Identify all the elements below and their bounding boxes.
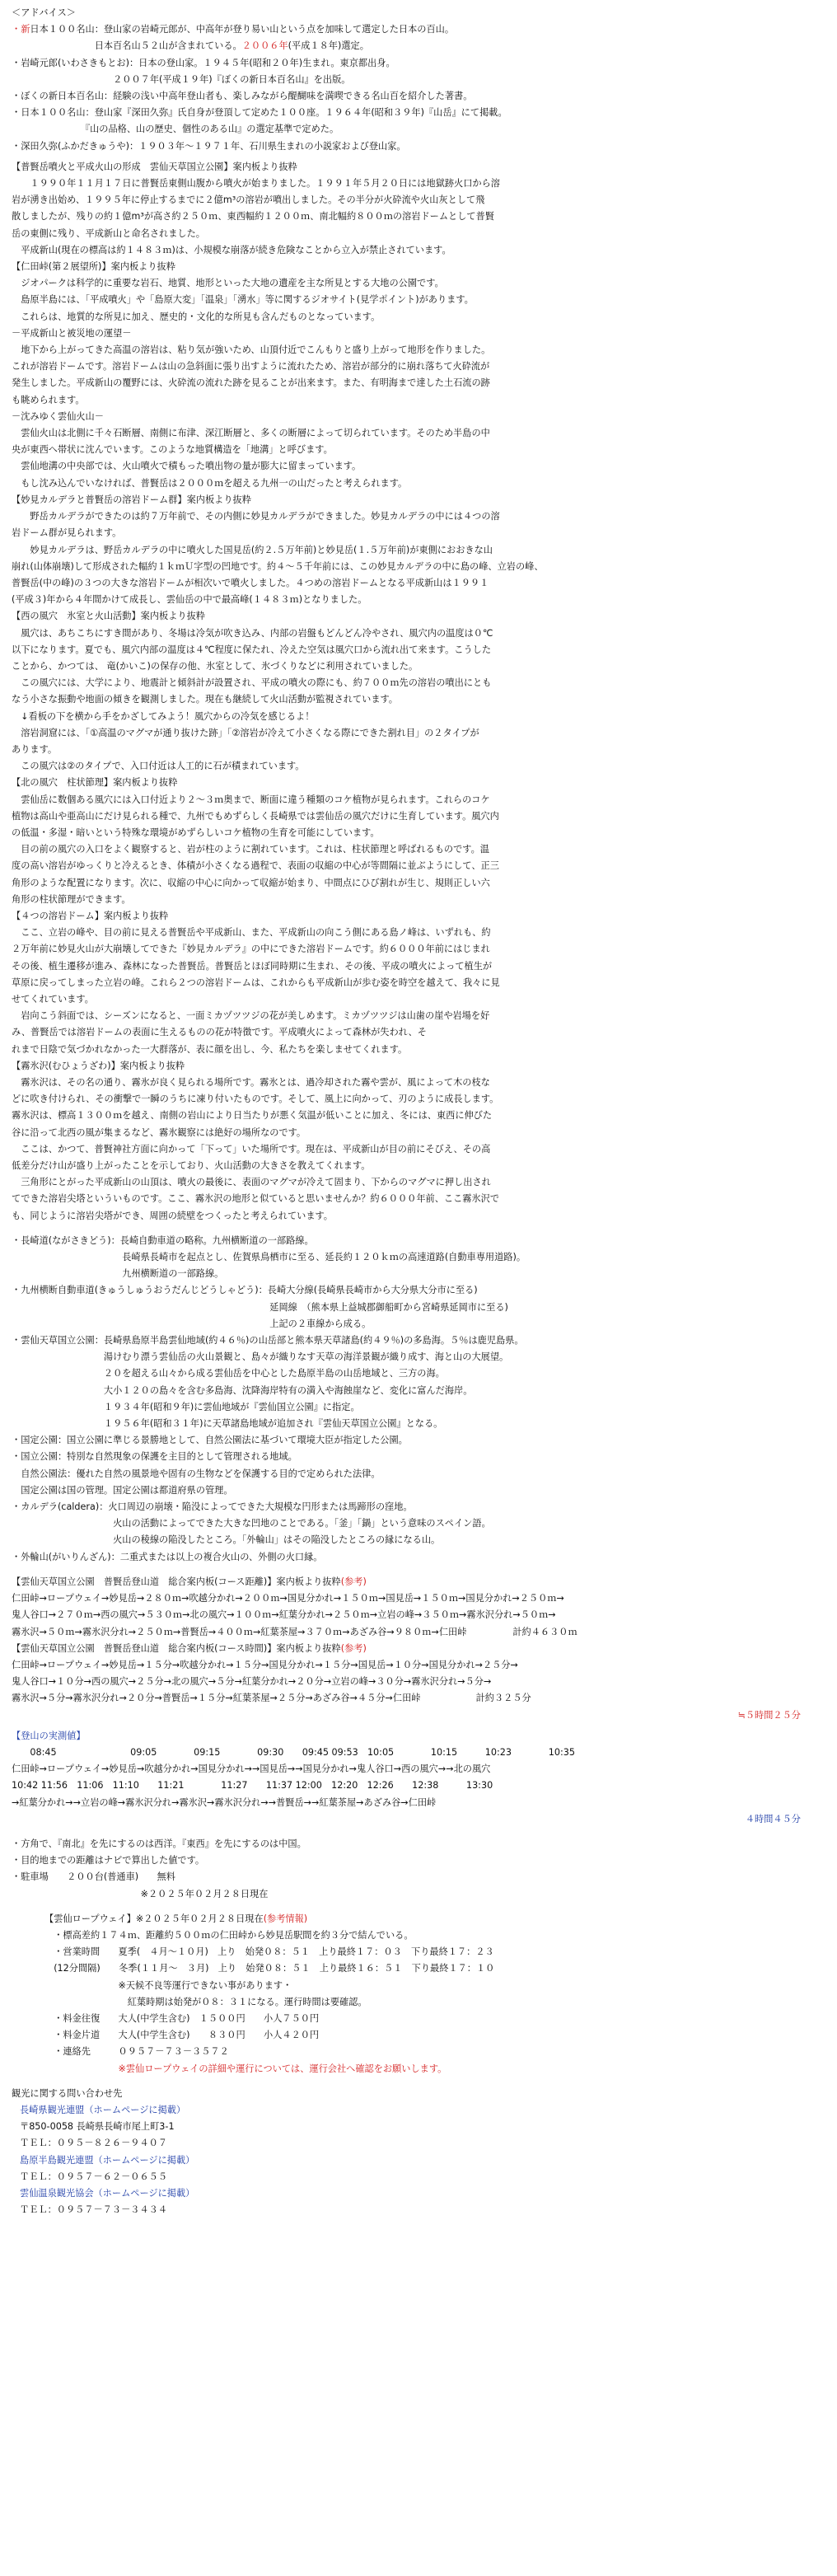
course-time-title: 【雲仙天草国立公園 普賢岳登山道 総合案内板(コース時間)】案内板より抜粋 [12, 1642, 341, 1654]
section-line: 雲仙岳に数個ある風穴には入口付近より２～３ｍ奥まで、断面に違う種類のコケ植物が見られます。これらのコケ [12, 794, 490, 805]
contact-line: ＴＥＬ：０９５７－７３－３４３４ [20, 2204, 168, 2216]
glossary-line: 長崎県長崎市を起点とし、佐賀県鳥栖市に至る、延長約１２０ｋｍの高速道路(自動車専用道路)。 [12, 1252, 526, 1263]
section-line: の低温・多湿・暗いという特殊な環境がめずらしいコケ植物の生育を可能にしています。 [12, 827, 380, 838]
intro-line: ・日本１００名山：登山家『深田久弥』氏自身が登頂して定めた１００座。１９６４年(昭和３９年)『山岳』にて掲載。 [12, 107, 507, 119]
section-line: 三角形にとがった平成新山の山頂は、噴火の最後に、表面のマグマが冷えて固まり、下からのマグマに押し出され [12, 1177, 491, 1188]
section-line: 霧氷沢は、その名の通り、霧氷が良く見られる場所です。霧氷とは、過冷却された霧や雲が、風によって木の枝な [12, 1077, 490, 1088]
ropeway-line: ・連絡先 ０９５７－７３－３５７２ [44, 2046, 229, 2058]
course-distance-block [12, 1574, 824, 1641]
section-line: 以下になります。夏でも、風穴内部の温度は４℃程度に保たれ、冷えた空気は風穴口から流れ出て来ます。こうした [12, 644, 492, 655]
section-line: どに吹き付けられ、その衝撃で一瞬のうちに凍り付いたものです。そして、風上に向かって、刃のように成長します。 [12, 1094, 499, 1105]
section-line: ここは、かつて、普賢神社方面に向かって「下って」いた場所です。現在は、平成新山が目の前にそびえ、その高 [12, 1143, 491, 1155]
section-line: －沈みゆく雲仙火山－ [12, 410, 104, 422]
section-line: この風穴は②のタイプで、入口付近は人工的に石が積まれています。 [12, 761, 305, 772]
contact-line: 雲仙温泉観光協会（ホームページに掲載） [20, 2188, 195, 2199]
section-line: 風穴は、あちこちにすき間があり、冬場は冷気が吹き込み、内部の岩盤もどんどん冷やされ、風穴内の温度は０℃ [12, 627, 493, 639]
course-distance-line: 霧氷沢→５０ｍ→霧氷沢分れ→２５０ｍ→普賢岳→４００ｍ→紅葉茶屋→３７０ｍ→あざみ谷→９８０ｍ→仁田峠 計約４６３０ｍ [12, 1626, 577, 1637]
ropeway-title: 【雲仙ロープウェイ】※２０２５年０２月２８日現在 [44, 1913, 264, 1924]
glossary-line: ・外輪山(がいりんざん)：二重式または以上の複合火山の、外側の火口縁。 [12, 1551, 323, 1562]
glossary-line: １９３４年(昭和９年)に雲仙地域が『雲仙国立公園』に指定。 [12, 1401, 360, 1412]
section-line: なう小さな振動や地面の傾きを観測しました。現在も継続して火山活動が監視されています。 [12, 694, 398, 705]
course-time-ref: (参考) [340, 1642, 367, 1654]
section-line: 岳の東側に残り、平成新山と命名されました。 [12, 227, 205, 239]
section-title: 【西の風穴 氷室と火山活動】案内板より抜粋 [12, 611, 205, 622]
glossary-list [12, 1233, 824, 1566]
actual-line: 08:45 09:05 09:15 09:30 09:45 09:53 10:05 10:15 10:23 10:35 [12, 1746, 575, 1758]
section-line: 散しましたが、残りの約１億m³が高さ約２５０ｍ、東西幅約１２００ｍ、南北幅約８００ｍの溶岩ドームとして普賢 [12, 211, 494, 222]
glossary-line: ・国立公園：特別な自然現象の保護を主目的として管理される地域。 [12, 1451, 297, 1463]
section-title: 【妙見カルデラと普賢岳の溶岩ドーム群】案内板より抜粋 [12, 494, 251, 505]
course-distance-line: 仁田峠→ロープウェイ→妙見岳→２８０ｍ→吹越分かれ→２００ｍ→国見分かれ→１５０ｍ→国見岳→１５０ｍ→国見分かれ→２５０ｍ→ [12, 1593, 564, 1604]
section-line: もし沈み込んでいなければ、普賢岳は２０００ｍを超える九州一の山だったと考えられます。 [12, 477, 408, 489]
contacts-block [12, 2086, 824, 2219]
contacts-title: 観光に関する問い合わせ先 [12, 2087, 123, 2099]
sign-section [12, 159, 824, 259]
section-line: 溶岩洞窟には、「①高温のマグマが通り抜けた跡」「②溶岩が冷えて小さくなる際にできた割れ目」の２タイプが [12, 727, 479, 738]
glossary-line: 湯けむり漂う雲仙岳の火山景観と、島々が織りなす天草の海洋景観が織り成す、海と山の大展望。 [12, 1351, 509, 1363]
section-line: 草原に戻ってしまった立岩の峰。これら２つの溶岩ドームは、これからも平成新山が歩む姿を時空を越えて、我々に見 [12, 977, 500, 988]
intro-line: ・深田久弥(ふかだきゅうや)：１９０３年～１９７１年、石川県生まれの小説家および登山家。 [12, 140, 406, 152]
glossary-line: 九州横断道の一部路線。 [12, 1268, 224, 1280]
section-line: 植物は高山や亜高山にだけ見られる種で、九州でもめずらしく長崎県では雲仙岳の風穴だけに生育しています。風穴内 [12, 810, 499, 822]
ropeway-line: ※天候不良等運行できない事があります・ [44, 1979, 292, 1991]
ropeway-line: ・料金片道 大人(中学生含む) ８３０円 小人４２０円 [44, 2030, 320, 2041]
section-line: (平成３)年から４年間かけて成長し、雲仙岳の中で最高峰(１４８３ｍ)となりました。 [12, 594, 367, 606]
contact-line: ＴＥＬ：０９５－８２６－９４０７ [20, 2138, 168, 2149]
glossary-line: ２０を超える山々から成る雲仙岳を中心とした島原半島の山岳地域と、三方の海。 [12, 1368, 445, 1379]
course-time-block [12, 1641, 824, 1724]
glossary-line: 大小１２０の島々を含む多島海、沈降海岸特有の満入や海蝕崖など、変化に富んだ海岸。 [12, 1384, 473, 1396]
advice-header: ＜アドバイス＞ [12, 7, 76, 18]
section-line: 岩が湧き出始め、１９９５年に停止するまでに２億m³の溶岩が噴出しました。その半分が火砕流や火山灰として飛 [12, 194, 485, 206]
tips-list [12, 1836, 824, 1903]
section-line: －平成新山と被災地の運望－ [12, 327, 132, 339]
glossary-line: １９５６年(昭和３１年)に天草諸島地域が追加され『雲仙天草国立公園』となる。 [12, 1418, 443, 1430]
ropeway-line: 紅葉時期は始発が０８：３１になる。運行時間は要確認。 [44, 1996, 367, 2007]
section-line: 岩ドーム群が見られます。 [12, 527, 122, 539]
intro-year-highlight: ２００６年 [241, 40, 288, 52]
section-line: 島原半島には、「平成噴火」や「島原大変」「温泉」「湧水」等に関するジオサイト(見学ポイント)があります。 [12, 294, 474, 306]
section-line: ↓看板の下を横から手をかざしてみよう！風穴からの冷気を感じるよ！ [12, 710, 315, 722]
sign-section [12, 608, 824, 775]
sign-section [12, 259, 824, 492]
actual-line: →紅葉分かれ→→立岩の峰→霧氷沢分れ→霧氷沢→霧氷沢分れ→→普賢岳→→紅葉茶屋→あざみ谷→仁田峠 [12, 1796, 437, 1808]
section-title: 【北の風穴 柱状節理】案内板より抜粋 [12, 777, 178, 789]
glossary-line: ・国定公園：国立公園に準じる景勝地として、自然公園法に基づいて環境大臣が指定した公園。 [12, 1435, 408, 1446]
contact-line: 島原半島観光連盟（ホームページに掲載） [20, 2154, 195, 2166]
contact-line: ＴＥＬ：０９５７－６２－０６５５ [20, 2171, 168, 2182]
ropeway-block [12, 1911, 824, 2077]
section-line: １９９０年１１月１７日に普賢岳東側山腹から噴火が始まりました。１９９１年５月２０日には地獄跡火口から溶 [12, 178, 500, 190]
section-line: 雲仙地溝の中央部では、火山噴火で積もった噴出物の量が膨大に留まっています。 [12, 461, 362, 472]
section-line: 谷に沿って北西の風が集まるなど、霧氷観察には絶好の場所なのです。 [12, 1126, 306, 1138]
sign-section [12, 908, 824, 1058]
glossary-line: 上記の２車線から成る。 [12, 1318, 372, 1329]
section-line: その後、植生遷移が進み、森林になった普賢岳。普賢岳とほぼ同時期に生まれ、その後、平成の噴火によって植生が [12, 960, 493, 972]
intro-line: ２００７年(平成１９年)『ぼくの新日本百名山』を出版。 [12, 73, 351, 85]
section-line: 平成新山(現在の標高は約１４８３ｍ)は、小規模な崩落が続き危険なことから立入が禁止されています。 [12, 244, 451, 255]
section-line: 雲仙火山は北側に千々石断層、南側に布津、深江断層と、多くの断層によって切られています。そのため半島の中 [12, 428, 490, 439]
course-time-line: 鬼人谷口→１０分→西の風穴→２５分→北の風穴→５分→紅葉分かれ→２０分→立岩の峰→３０分→霧氷沢分れ→５分→ [12, 1676, 492, 1688]
section-line: 崩れ(山体崩壊)して形成された幅約１ｋｍＵ字型の凹地です。約４～５千年前には、この妙見カルデラの中に島の峰、立岩の峰、 [12, 560, 544, 572]
glossary-line: 火山の稜線の陥没したところ。「外輪山」はその陥没したところの縁になる山。 [12, 1534, 441, 1546]
glossary-line: 国定公園は国の管理。国定公園は都道府県の管理。 [12, 1484, 233, 1496]
ropeway-line: ・料金往復 大人(中学生含む) １５００円 小人７５０円 [44, 2012, 320, 2024]
intro-line: ・岩崎元郎(いわさきもとお)：日本の登山家。１９４５年(昭和２０年)生まれ。東京都出身。 [12, 57, 395, 68]
tip-line: ・方角で、『南北』を先にするのは西洋。『東西』を先にするのは中国。 [12, 1838, 306, 1849]
section-line: これが溶岩ドームです。溶岩ドームは山の急斜面に張り出すように流れたため、溶岩が部分的に崩れ落ちて火砕流が [12, 361, 490, 372]
course-distance-title: 【雲仙天草国立公園 普賢岳登山道 総合案内板(コース距離)】案内板より抜粋 [12, 1576, 341, 1587]
section-line: れまで日陰で気づかれなかった一大群落が、表に顔を出し、今、私たちを楽しませてくれます。 [12, 1043, 408, 1055]
ropeway-line: (12分間隔) 冬季(１１月～ ３月) 上り 始発０８：５１ 上り最終１６：５１ 下り最終１７：１０ [44, 1963, 495, 1974]
actual-line: 仁田峠→ロープウェイ→妙見岳→吹越分かれ→国見分かれ→→国見岳→→国見分かれ→鬼人谷口→西の風穴→→北の風穴 [12, 1763, 491, 1775]
section-line: せてくれています。 [12, 993, 94, 1005]
glossary-line: ・九州横断自動車道(きゅうしゅうおうだんじどうしゃどう)：長崎大分線(長崎県長崎市から大分県大分市に至る) [12, 1285, 478, 1296]
tip-line: ・目的地までの距離はナビで算出した値です。 [12, 1855, 205, 1866]
section-line: 発生しました。平成新山の覆野には、火砕流の流れた跡を見ることが出来ます。また、有明海まで達した土石流の跡 [12, 377, 490, 389]
section-line: てできた溶岩尖塔といういものです。ここ、霧氷沢の地形と似ていると思いませんか？約６０００年前、ここ霧氷沢で [12, 1193, 500, 1205]
section-line: あります。 [12, 743, 58, 755]
section-line: 度の高い溶岩がゆっくりと冷えるとき、体積が小さくなる過程で、表面の収縮の中心が等間隔に並ぶようにして、正三 [12, 860, 499, 872]
glossary-line: 自然公園法：優れた自然の風景地や固有の生物などを保護する目的で定められた法律。 [12, 1468, 381, 1479]
section-line: ここ、立岩の峰や、目の前に見える普賢岳や平成新山、また、平成新山の向こう側にある島ノ峰は、いずれも、約 [12, 927, 491, 939]
section-line: ジオパークは科学的に重要な岩石、地質、地形といった大地の遺産を主な所見とする大地の公園です。 [12, 278, 444, 289]
sign-section [12, 492, 824, 608]
section-line: 霧氷沢は、標高１３００ｍを越え、南側の岩山により日当たりが悪く気温が低いことに加え、冬には、東西に伸びた [12, 1110, 493, 1122]
sign-section [12, 1058, 824, 1225]
section-line: ことから、かつては、 竜(かいこ)の保存の他、氷室として、氷づくりなどに利用されていました。 [12, 660, 418, 672]
intro-line: ・ぼくの新日本百名山：経験の浅い中高年登山者も、楽しみながら醍醐味を満喫できる名山百を紹介した著書。 [12, 91, 473, 102]
section-title: 【仁田峠(第２展望所)】案内板より抜粋 [12, 261, 175, 273]
sign-excerpts [12, 159, 824, 1225]
tip-line: ※２０２５年０２月２８日現在 [12, 1888, 269, 1899]
section-line: ２万年前に妙見火山が大崩壊してできた『妙見カルデラ』の中にできた溶岩ドームです。約６０００年前にはじまれ [12, 944, 490, 955]
actual-title: 【登山の実測値】 [12, 1730, 86, 1741]
actual-line: 10:42 11:56 11:06 11:10 11:21 11:27 11:37 12:00 12:20 12:26 12:38 13:30 [12, 1780, 493, 1791]
section-line: も眺められます。 [12, 394, 85, 405]
section-line: 野岳カルデラができたのは約７万年前で、その内側に妙見カルデラができました。妙見カルデラの中には４つの溶 [12, 511, 500, 522]
section-line: 地下から上がってきた高温の溶岩は、粘り気が強いため、山頂付近でこんもりと盛り上がって地形を作りました。 [12, 344, 491, 356]
sign-section [12, 775, 824, 908]
intro-line: 『山の品格、山の歴史、個性のある山』の選定基準で定めた。 [12, 124, 339, 135]
ropeway-ref: (参考情報) [263, 1913, 308, 1924]
tip-line: ・駐車場 ２００台(普通車) 無料 [12, 1871, 175, 1883]
ropeway-line: ・標高差約１７４ｍ、距離約５００ｍの仁田峠から妙見岳駅間を約３分で結んでいる。 [44, 1929, 414, 1941]
section-line: 妙見カルデラは、野岳カルデラの中に噴火した国見岳(約２.５万年前)と妙見岳(１.５万年前)が東側におおきな山 [12, 544, 493, 555]
ropeway-line: ・営業時間 夏季( ４月～１０月) 上り 始発０８：５１ 上り最終１７：０３ 下り最終１７：２３ [44, 1946, 494, 1958]
section-line: 央が東西へ帯状に沈んでいます。このような地質構造を「地溝」と呼びます。 [12, 444, 333, 456]
course-distance-ref: (参考) [340, 1576, 367, 1587]
course-distance-line: 鬼人谷口→２７０ｍ→西の風穴→５３０ｍ→北の風穴→１００ｍ→紅葉分かれ→２５０ｍ→立岩の峰→３５０ｍ→霧氷沢分れ→５０ｍ→ [12, 1609, 556, 1621]
course-time-line: 霧氷沢→５分→霧氷沢分れ→２０分→普賢岳→１５分→紅葉茶屋→２５分→あざみ谷→４５分→仁田峠 計約３２５分 [12, 1693, 531, 1704]
section-line: これらは、地質的な所見に加え、歴史的・文化的な所見も含んだものとなっています。 [12, 311, 381, 322]
glossary-line: 延岡線 （熊本県上益城郡御船町から宮崎県延岡市に至る) [12, 1301, 508, 1313]
ropeway-note: ※雲仙ロープウェイの詳細や運行については、運行会社へ確認をお願いします。 [44, 2063, 447, 2074]
contact-line: 〒850-0058 長崎県長崎市尾上町3-1 [20, 2121, 175, 2133]
section-line: 角形のような配置になります。次に、収縮の中心に向かって収縮が始まり、中間点にひび割れが生じ、規則正しい六 [12, 877, 490, 888]
actual-block [12, 1728, 824, 1828]
section-line: この風穴には、大学により、地震計と傾斜計が設置され、平成の噴火の際にも、約７００ｍ先の溶岩の噴出にとも [12, 677, 492, 689]
course-time-total: ≒５時間２５分 [737, 1709, 801, 1721]
intro-line: 日本百名山５２山が含まれている。２００６年(平成１８年)選定。 [12, 40, 369, 52]
section-line: み、普賢岳では溶岩ドームの表面に生えるものの花が特徴です。平成噴火によって森林が失われ、そ [12, 1027, 427, 1038]
intro-list [12, 21, 824, 155]
section-line: 角形の柱状節理ができます。 [12, 893, 131, 905]
section-title: 【４つの溶岩ドーム】案内板より抜粋 [12, 910, 169, 921]
section-line: 低差分だけ山が盛り上がったことを示しており、火山活動の大きさを教えてくれます。 [12, 1160, 371, 1172]
contact-line: 長崎県観光連盟（ホームページに掲載） [20, 2104, 186, 2115]
glossary-line: ・雲仙天草国立公園：長崎県島原半島雲仙地域(約４６％)の山岳部と熊本県天草諸島(約４９％)の多島海。５％は鹿児島県。 [12, 1335, 524, 1347]
section-title: 【霧氷沢(むひょうざわ)】案内板より抜粋 [12, 1060, 185, 1071]
section-line: 岩向こう斜面では、シーズンになると、一面ミカヅツツジの花が美しめます。ミカヅツツジは山歯の崖や岩場を好 [12, 1010, 490, 1022]
section-line: も、同じように溶岩尖塔ができ、周囲の続壁をつくったと考えられています。 [12, 1210, 333, 1221]
course-time-line: 仁田峠→ロープウェイ→妙見岳→１５分→吹越分かれ→１５分→国見分かれ→１５分→国見岳→１０分→国見分かれ→２５分→ [12, 1659, 518, 1670]
glossary-line: ・カルデラ(caldera)：火口周辺の崩壊・陥没によってできた大規模な円形または馬蹄形の窪地。 [12, 1501, 413, 1513]
intro-line: ・新日本１００名山：登山家の岩崎元郎が、中高年が登り易い山という点を加味して選定した日本の百山。 [12, 24, 455, 35]
section-line: 普賢岳(中の峰)の３つの大きな溶岩ドームが相次いで噴火しました。４つめの溶岩ドームとなる平成新山は１９９１ [12, 577, 489, 588]
glossary-line: 火山の活動によってできた大きな凹地のことである。「釜」「鍋」という意味のスペイン語。 [12, 1518, 491, 1529]
actual-total: ４時間４５分 [745, 1813, 801, 1824]
glossary-line: ・長崎道(ながさきどう)：長崎自動車道の略称。九州横断道の一部路線。 [12, 1234, 314, 1246]
section-line: 目の前の風穴の入口をよく観察すると、岩が柱のように割れています。これは、柱状節理と呼ばれるものです。温 [12, 844, 489, 855]
section-title: 【普賢岳噴火と平成火山の形成 雲仙天草国立公園】案内板より抜粋 [12, 161, 297, 172]
